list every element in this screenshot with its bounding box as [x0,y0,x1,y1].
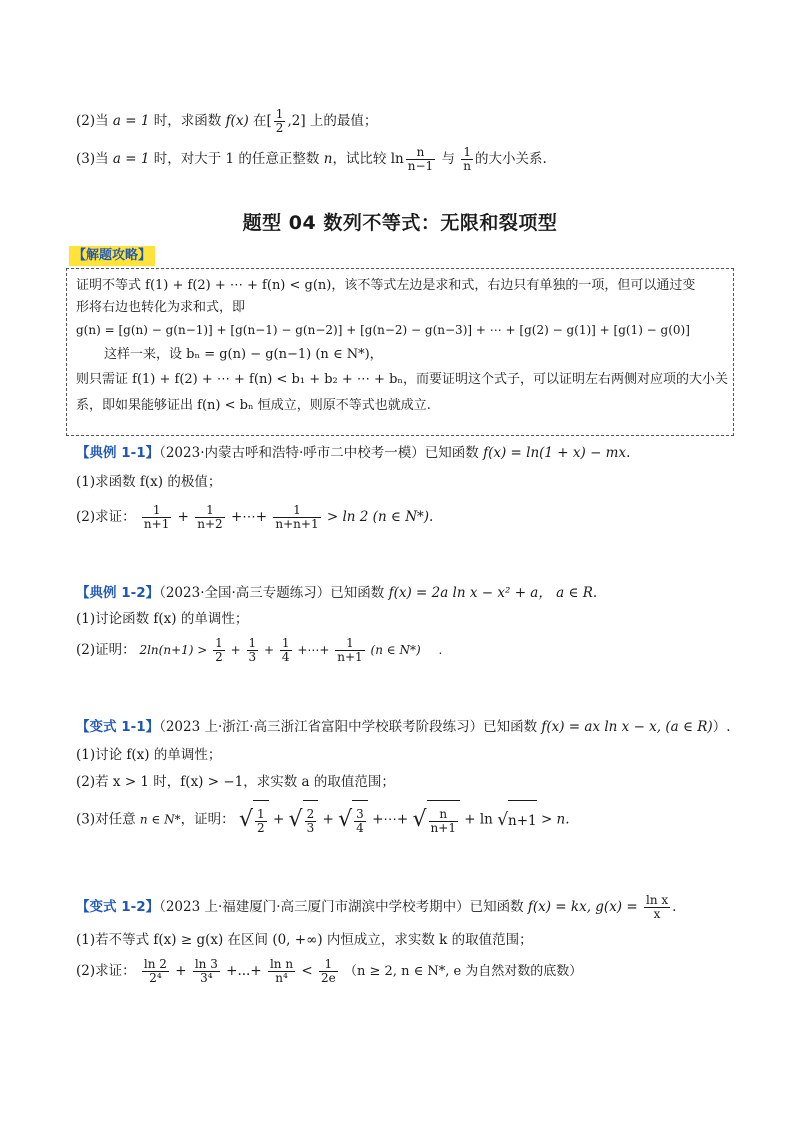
strategy-line-2: 形将右边也转化为求和式，即 [76,300,246,315]
example-1-1-q2: (2)求证： $\frac{1}{n+1}$ + $\frac{1}{n+2}$ +⋯+ $\frac{1}{n+n+1}$ > ln 2 (n ∈ N*). [76,503,434,531]
example-1-2-function: f(x) = 2a ln x − x² + a， a ∈ R [388,585,593,601]
variation-1-2-header: 【变式 1-2】（2023 上·福建厦门·高三厦门市湖滨中学校考期中）已知函数 f(x) = kx, g(x) = $\frac{\text{ln x}}{x}$ . [76,893,677,921]
variation-1-2-q2: (2)求证： $\frac{\ln 2}{\text{2⁴}}$ + $\frac{\ln 3}{\text{3⁴}}$ +...+ $\frac{\text{ln n}}{\text{n⁴}}$ < $\frac{1}{2e}$ （n ≥ 2, n ∈ N*, e 为自然对数的底数） [76,957,583,985]
variation-1-1-header: 【变式 1-1】（2023 上·浙江·高三浙江省富阳中学校联考阶段练习）已知函数 f(x) = ax ln x − x, (a ∈ R)）. [76,719,731,735]
strategy-line-5: 则只需证 f(1) + f(2) + ⋯ + f(n) < b₁ + b₂ + ⋯ + bₙ，而要证明这个式子，可以证明左右两侧对应项的大小关 [76,372,729,387]
fraction-term-2: $\frac{1}{n+2}$ [197,503,223,531]
strategy-line-4: 这样一来，设 bₙ = g(n) − g(n−1) (n ∈ N*)， [104,347,383,362]
example-1-1-tag: 【典例 1-1】 [76,445,160,461]
strategy-line-1: 证明不等式 f(1) + f(2) + ⋯ + f(n) < g(n)，该不等式左边是求和式，右边只有单独的一项，但可以通过变 [76,278,696,293]
strategy-line-6: 系，即如果能够证出 f(n) < bₙ 恒成立，则原不等式也就成立. [76,398,431,413]
variation-1-1-q3: (3)对任意 n ∈ N*，证明： √ $\frac{1}{2}$ + √ $\frac{2}{3}$ + √ $\frac{3}{4}$ +⋯+ √ $\frac{n}{n+1}$ + ln √n+1 > n. [76,800,570,840]
example-1-2-q1: (1)讨论函数 f(x) 的单调性； [76,611,249,627]
fraction-1-over-n: $\frac{1}{n}$ [463,145,471,173]
fraction-term-n: $\frac{1}{n+n+1}$ [275,503,319,531]
example-1-1-function: f(x) = ln(1 + x) − mx [483,445,627,461]
strategy-badge: 【解题攻略】 [69,246,155,266]
variation-1-2-function: f(x) = kx, g(x) = [527,899,638,915]
variation-1-1-function: f(x) = ax ln x − x, (a ∈ R) [541,719,713,735]
question-2-top: (2)当 a = 1 时，求函数 f(x) 在[ $\frac{1}{2}$ ,2] 上的最值； [76,107,378,135]
strategy-line-3: g(n) = [g(n) − g(n−1)] + [g(n−1) − g(n−2)] + [g(n−2) − g(n−3)] + ⋯ + [g(2) − g(1)] + [g(1) − g(0)] [76,323,690,337]
example-1-1-q1: (1)求函数 f(x) 的极值； [76,474,222,490]
example-1-2-tag: 【典例 1-2】 [76,585,160,601]
example-1-2-q2: (2)证明： 2ln(n+1) > $\frac{1}{2}$ + $\frac{1}{3}$ + $\frac{1}{4}$ +⋯+ $\frac{1}{n+1}$ (n ∈ N*) . [76,636,443,664]
example-1-2-header: 【典例 1-2】（2023·全国·高三专题练习）已知函数 f(x) = 2a ln x − x² + a， a ∈ R. [76,585,598,601]
fraction-half: $\frac{1}{2}$ [275,107,284,135]
fraction-n-over-n-minus-1: $\frac{n}{n-1}$ [407,145,434,173]
section-heading: 题型 04 数列不等式：无限和裂项型 [242,212,558,234]
variation-1-1-tag: 【变式 1-1】 [76,719,160,735]
variation-1-1-q2: (2)若 x > 1 时，f(x) > −1，求实数 a 的取值范围； [76,774,395,790]
example-1-1-header: 【典例 1-1】（2023·内蒙古呼和浩特·呼市二中校考一模）已知函数 f(x) = ln(1 + x) − mx. [76,445,631,461]
condition-a: a = 1 [112,113,150,129]
variation-1-1-q1: (1)讨论 f(x) 的单调性； [76,747,222,763]
function-fx: f(x) [225,113,249,129]
fraction-term-1: $\frac{1}{n+1}$ [143,503,170,531]
question-3-top: (3)当 a = 1 时，对大于 1 的任意正整数 n，试比较 ln $\frac{n}{n-1}$ 与 $\frac{1}{n}$ 的大小关系. [76,145,547,173]
variation-1-2-tag: 【变式 1-2】 [76,899,160,915]
variation-1-2-q1: (1)若不等式 f(x) ≥ g(x) 在区间 (0, +∞) 内恒成立，求实数 k 的取值范围； [76,932,533,948]
